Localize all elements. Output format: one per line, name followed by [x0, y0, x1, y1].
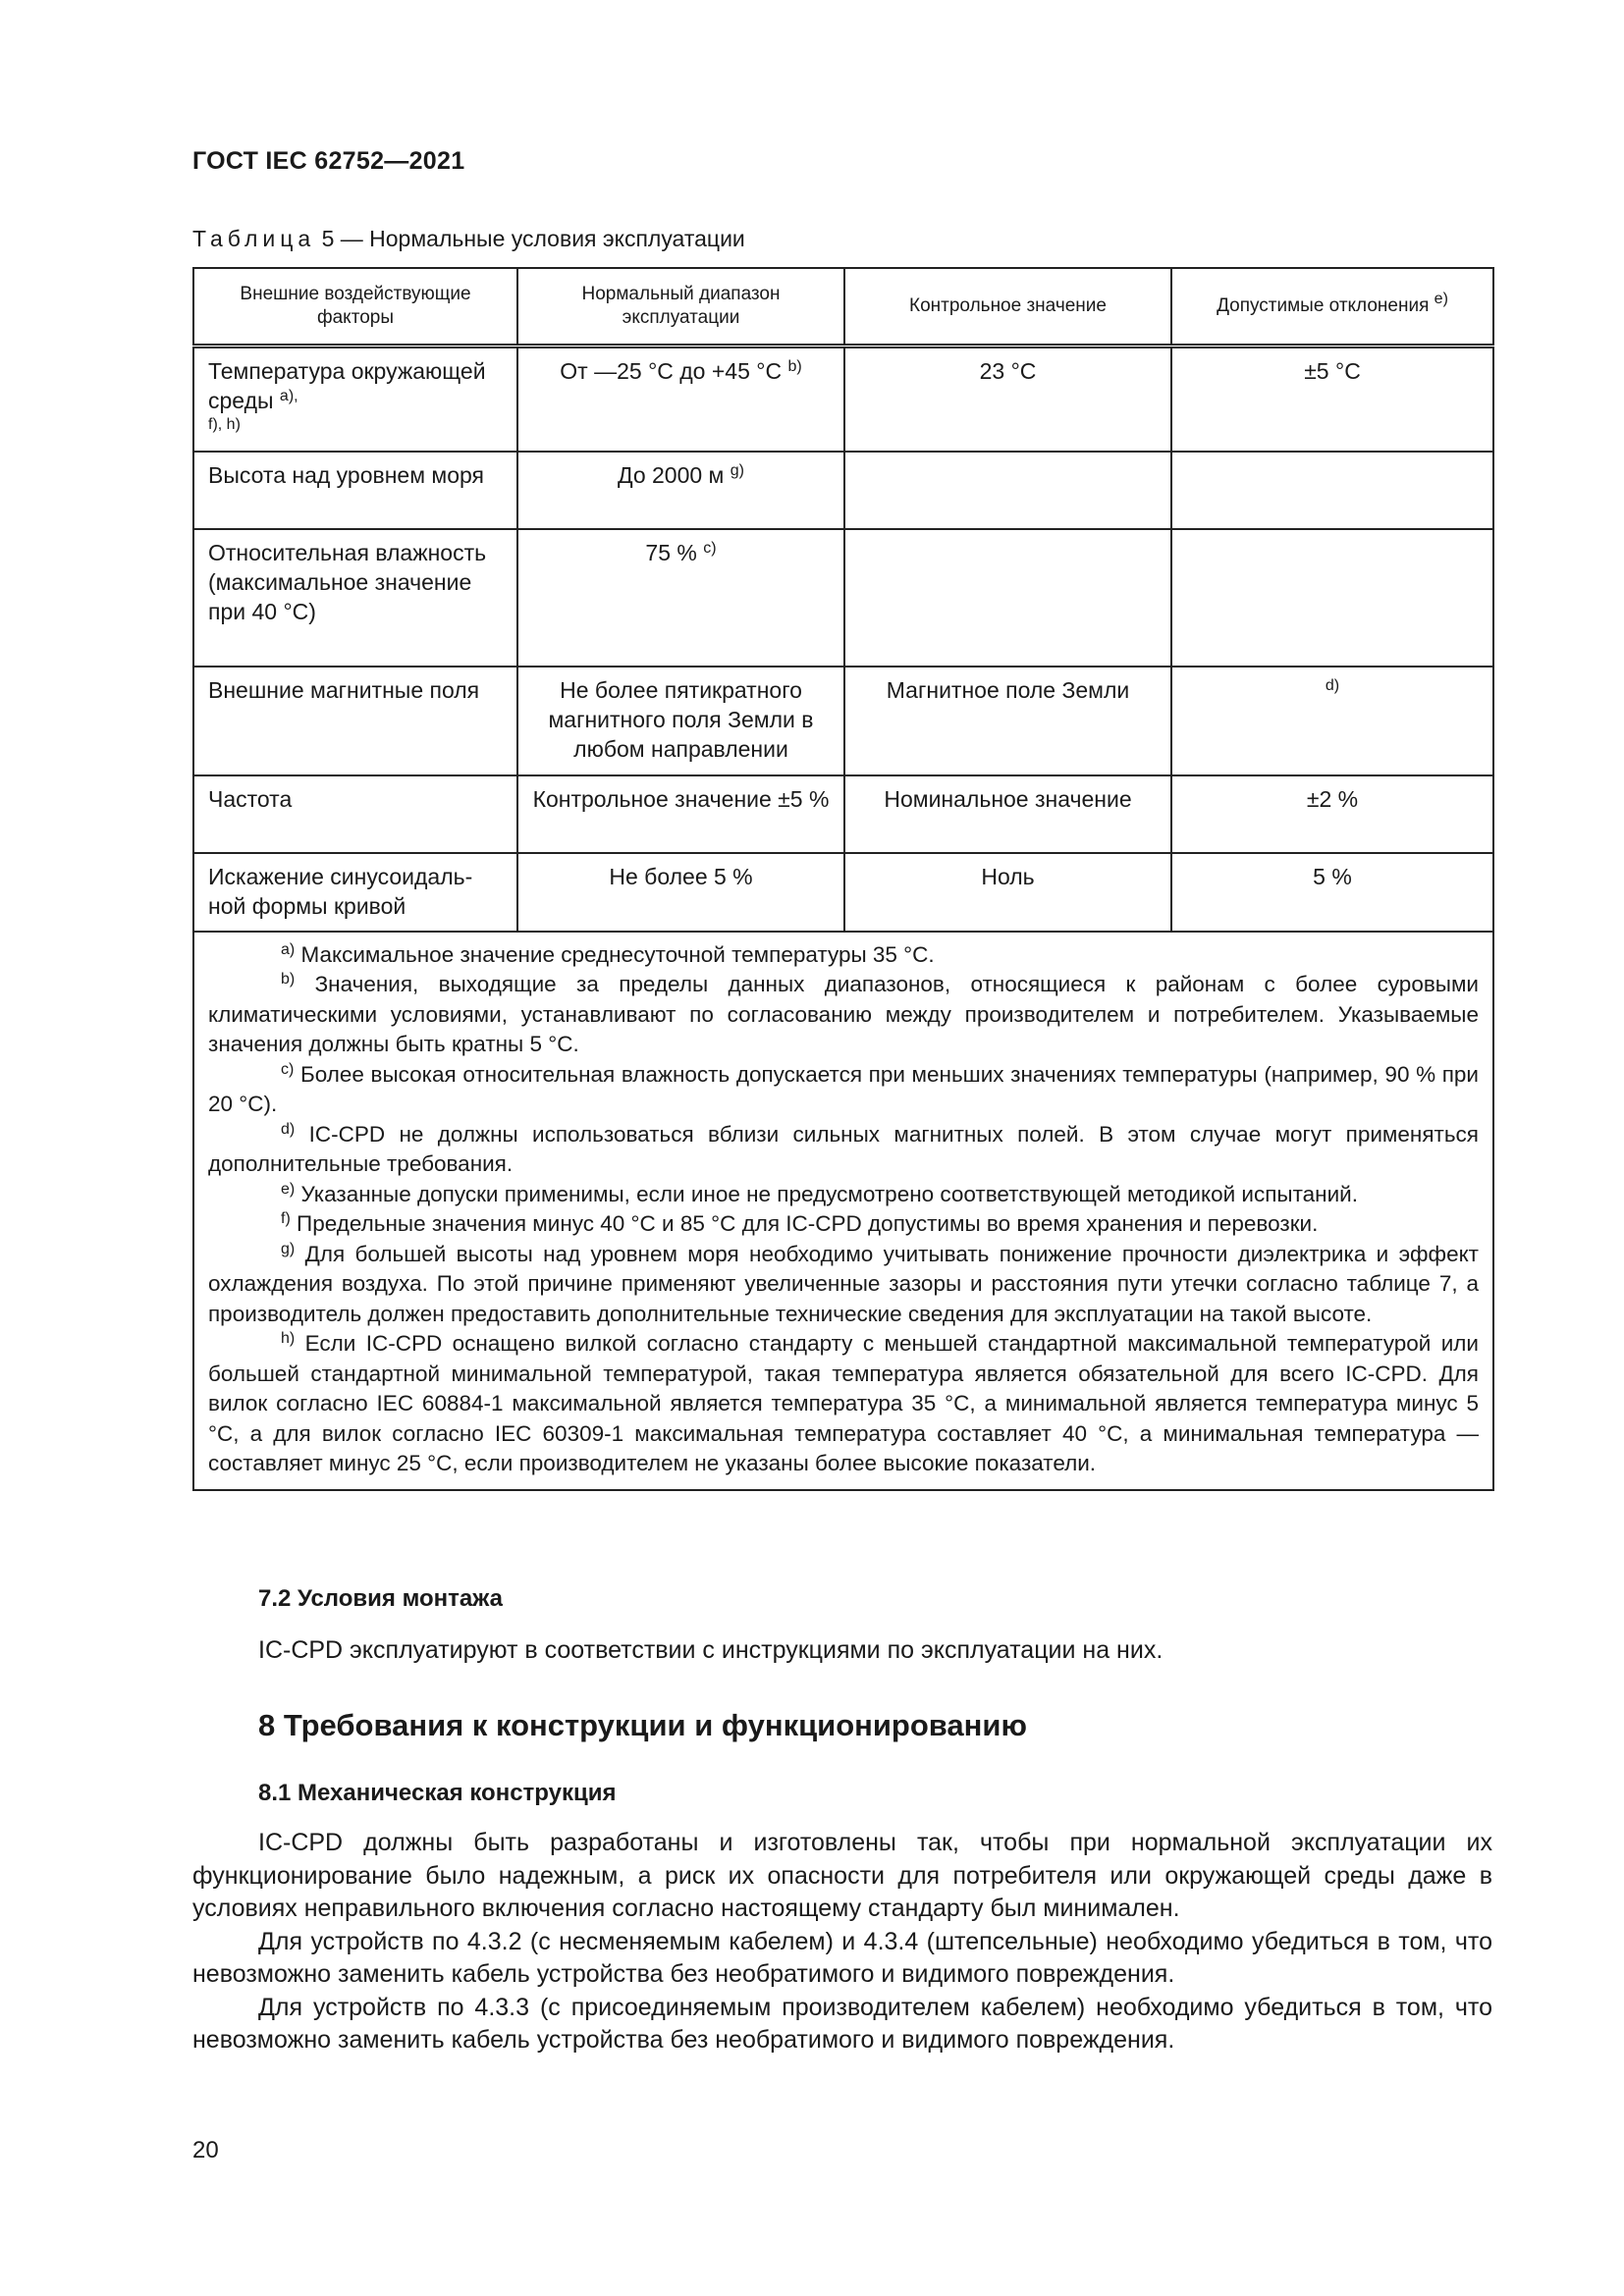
column-header: Допустимые отклонения $^{e)}$ — [1171, 268, 1493, 347]
range-cell: Не более пятикратного магнитного поля Земли в любом направлении — [517, 667, 844, 775]
table-note: $^{d)}$ IC-CPD не должны использоваться вблизи сильных магнитных полей. В этом случае могут применяться дополнительные требования. — [208, 1120, 1479, 1176]
table-caption-title: 5 — Нормальные условия эксплуатации — [321, 226, 745, 251]
conditions-table — [192, 267, 1494, 1491]
table-note: $^{c)}$ Более высокая относительная влажность допускается при меньших значениях температуры (например, 90 % при 20 °C). — [208, 1060, 1479, 1116]
table-row — [193, 529, 1493, 667]
control-cell — [844, 529, 1171, 667]
tolerance-cell — [1171, 667, 1493, 775]
table-note: $^{h)}$ Если IC-CPD оснащено вилкой согласно стандарту с меньшей стандартной максимальной температурой или большей стандартной минимальной температурой, такая температура является обязательной для всего IC-CPD. Для вилок согласно IEC 60884-1 максимальной является температура 35 °C, а минимальной является температура минус 5 °C, а для вилок согласно IEC 60309-1 максимальная температура составляет 40 °C, а минимальная температура — составляет минус 25 °C, если производителем не указаны более высокие показатели. — [208, 1330, 1479, 1475]
column-header: Контрольное значение — [844, 268, 1171, 347]
table-note: $^{g)}$ Для большей высоты над уровнем моря необходимо учитывать понижение прочности диэлектрика и эффект охлаждения воздуха. По этой причине применяют увеличенные зазоры и расстояния пути утечки согласно таблице 7, а производитель должен предоставить дополнительные технические сведения для эксплуатации на такой высоте. — [208, 1240, 1479, 1326]
range-cell: От —25 °C до +45 °C $^{b)}$ — [517, 347, 844, 452]
paragraph: Для устройств по 4.3.3 (с присоединяемым производителем кабелем) необходимо убедиться в том, что невозможно заменить кабель устройства без необратимого и видимого повреждения. — [192, 1993, 1492, 2054]
control-cell: Магнитное поле Земли — [844, 667, 1171, 775]
range-cell: До 2000 м $^{g)}$ — [517, 452, 844, 529]
table-caption-word: Таблица — [192, 226, 316, 251]
table-row — [193, 667, 1493, 775]
table-row — [193, 452, 1493, 529]
factor-cell: Температура окружающей среды $^{a),}$ f), h) — [193, 347, 517, 452]
column-header: Внешние воздействующие факторы — [193, 268, 517, 347]
range-cell: Не более 5 % — [517, 853, 844, 932]
section-8-1-body — [192, 1827, 1492, 2057]
paragraph: IC-CPD должны быть разработаны и изготовлены так, чтобы при нормальной эксплуатации их функционирование было надежным, а риск их опасности для потребителя или окружающей среды даже в условиях неправильного включения согласно настоящему стандарту был минимален. — [192, 1829, 1492, 1922]
document-header: ГОСТ IEC 62752—2021 — [192, 147, 465, 175]
tolerance-cell — [1171, 452, 1493, 529]
range-cell: 75 % $^{c)}$ — [517, 529, 844, 667]
factor-cell: Внешние магнитные поля — [193, 667, 517, 775]
factor-cell: Высота над уровнем моря — [193, 452, 517, 529]
tolerance-cell: ±5 °C — [1171, 347, 1493, 452]
tolerance-cell — [1171, 529, 1493, 667]
control-cell: Номинальное значение — [844, 775, 1171, 853]
table-header-row — [193, 268, 1493, 347]
table-caption — [192, 226, 745, 252]
section-8-1-heading: 8.1 Механическая конструкция — [258, 1780, 617, 1806]
table-row — [193, 775, 1493, 853]
table-notes-row — [193, 932, 1493, 1490]
footnote-marker: d) — [1325, 676, 1340, 694]
factor-cell: Относительная влажность (максимальное значение при 40 °C) — [193, 529, 517, 667]
control-cell — [844, 452, 1171, 529]
table-note: $^{f)}$ Предельные значения минус 40 °C и 85 °C для IC-CPD допустимы во время хранения и перевозки. — [281, 1210, 1319, 1236]
table-row — [193, 853, 1493, 932]
factor-cell: Частота — [193, 775, 517, 853]
tolerance-cell: ±2 % — [1171, 775, 1493, 853]
factor-cell: Искажение синусоидаль-ной формы кривой — [193, 853, 517, 932]
table-note: $^{e)}$ Указанные допуски применимы, если иное не предусмотрено соответствующей методикой испытаний. — [281, 1180, 1358, 1206]
column-header: Нормальный диапазон эксплуатации — [517, 268, 844, 347]
tolerance-cell: 5 % — [1171, 853, 1493, 932]
paragraph: Для устройств по 4.3.2 (с несменяемым кабелем) и 4.3.4 (штепсельные) необходимо убедиться в том, что невозможно заменить кабель устройства без необратимого и видимого повреждения. — [192, 1927, 1492, 1988]
table-note: $^{b)}$ Значения, выходящие за пределы данных диапазонов, относящиеся к районам с более суровыми климатическими условиями, устанавливают по согласованию между производителем и потребителем. Указываемые значения должны быть кратны 5 °C. — [208, 971, 1479, 1056]
table-notes — [193, 932, 1493, 1490]
table-row — [193, 347, 1493, 452]
section-8-heading: 8 Требования к конструкции и функционированию — [258, 1708, 1027, 1742]
table-note: $^{a)}$ Максимальное значение среднесуточной температуры 35 °C. — [281, 940, 935, 967]
section-7-2-text: IC-CPD эксплуатируют в соответствии с инструкциями по эксплуатации на них. — [258, 1636, 1164, 1664]
control-cell: 23 °C — [844, 347, 1171, 452]
page-number: 20 — [192, 2137, 219, 2163]
control-cell: Ноль — [844, 853, 1171, 932]
footnote-marker: e) — [1434, 291, 1448, 307]
section-7-2-heading: 7.2 Условия монтажа — [258, 1585, 503, 1612]
range-cell: Контрольное значение ±5 % — [517, 775, 844, 853]
